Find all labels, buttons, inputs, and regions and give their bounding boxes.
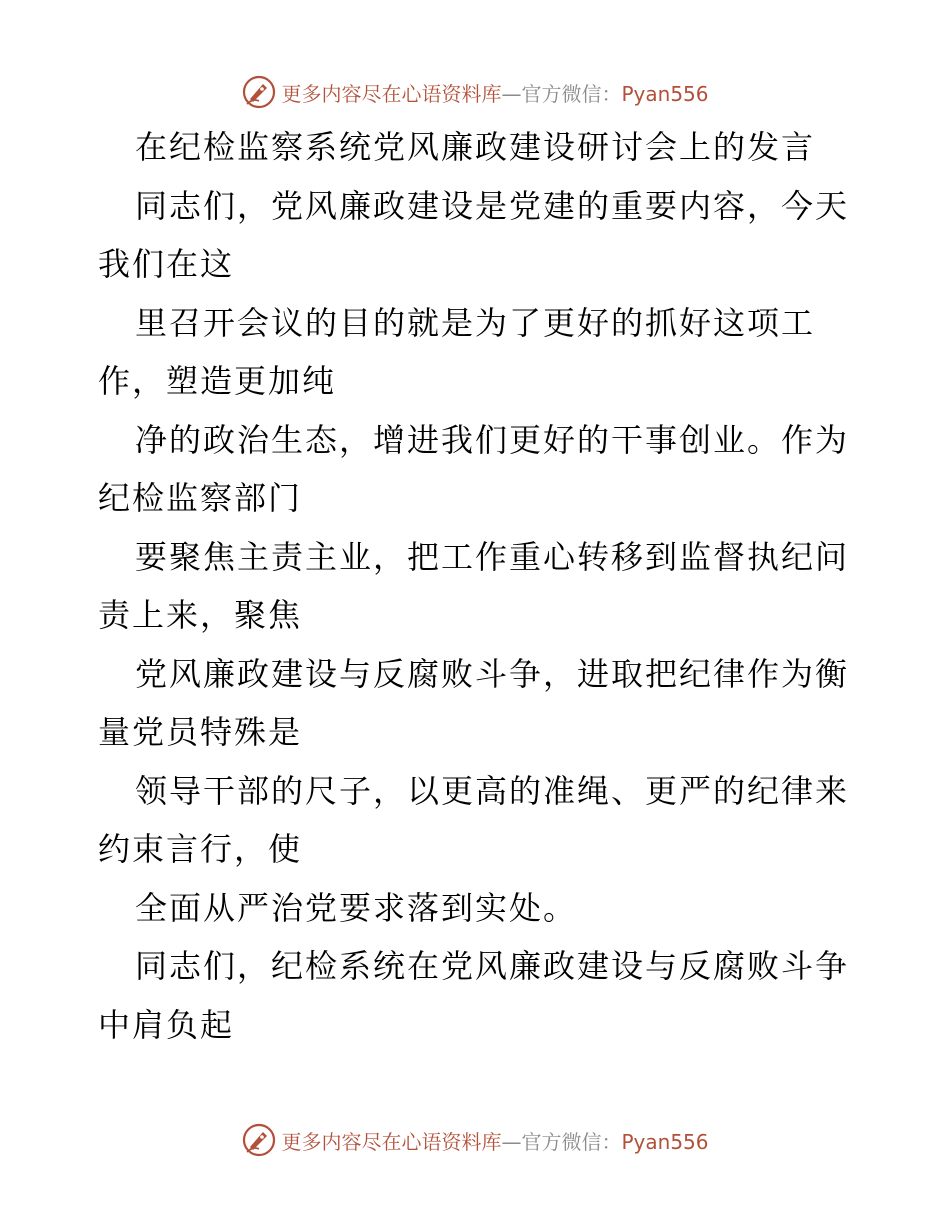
paragraph-line: 净的政治生态，增进我们更好的干事创业。作为	[135, 420, 850, 459]
paragraph-line: 纪检监察部门	[98, 479, 303, 517]
document-body	[98, 118, 858, 1054]
watermark-dash: —	[501, 81, 522, 106]
paragraph-line: 我们在这	[98, 245, 235, 283]
pen-nib-logo-icon	[241, 74, 277, 110]
watermark-wechat-label: 官方微信：	[521, 81, 622, 106]
watermark-text	[281, 78, 708, 107]
paragraph-line: 责上来，聚焦	[98, 596, 303, 634]
paragraph-line: 全面从严治党要求落到实处。	[135, 888, 578, 927]
paragraph-line: 要聚焦主责主业，把工作重心转移到监督执纪问	[135, 537, 850, 576]
header-watermark	[0, 72, 950, 112]
paragraph-line: 党风廉政建设与反腐败斗争，进取把纪律作为衡	[135, 654, 850, 693]
paragraph-line: 领导干部的尺子，以更高的准绳、更严的纪律来	[135, 771, 850, 810]
paragraph-line: 同志们，党风廉政建设是党建的重要内容，今天	[135, 186, 850, 225]
paragraph-line: 中肩负起	[98, 1005, 235, 1044]
paragraph-line: 作，塑造更加纯	[98, 362, 337, 400]
watermark-wechat-id: Pyan556	[621, 81, 709, 106]
paragraph-line: 约束言行，使	[98, 830, 303, 868]
paragraph-line: 同志们，纪检系统在党风廉政建设与反腐败斗争	[135, 947, 850, 985]
paragraph-line: 量党员特殊是	[98, 713, 303, 751]
watermark-dash: —	[501, 1129, 522, 1154]
paragraph-line: 里召开会议的目的就是为了更好的抓好这项工	[135, 303, 816, 342]
watermark-wechat-id: Pyan556	[621, 1129, 709, 1154]
footer-watermark	[0, 1120, 950, 1160]
watermark-brand: 更多内容尽在心语资料库	[281, 81, 502, 106]
watermark-wechat-label: 官方微信：	[521, 1129, 622, 1154]
pen-nib-logo-icon	[241, 1122, 277, 1158]
watermark-text	[281, 1126, 708, 1155]
watermark-brand: 更多内容尽在心语资料库	[281, 1129, 502, 1154]
document-title: 在纪检监察系统党风廉政建设研讨会上的发言	[135, 128, 816, 166]
